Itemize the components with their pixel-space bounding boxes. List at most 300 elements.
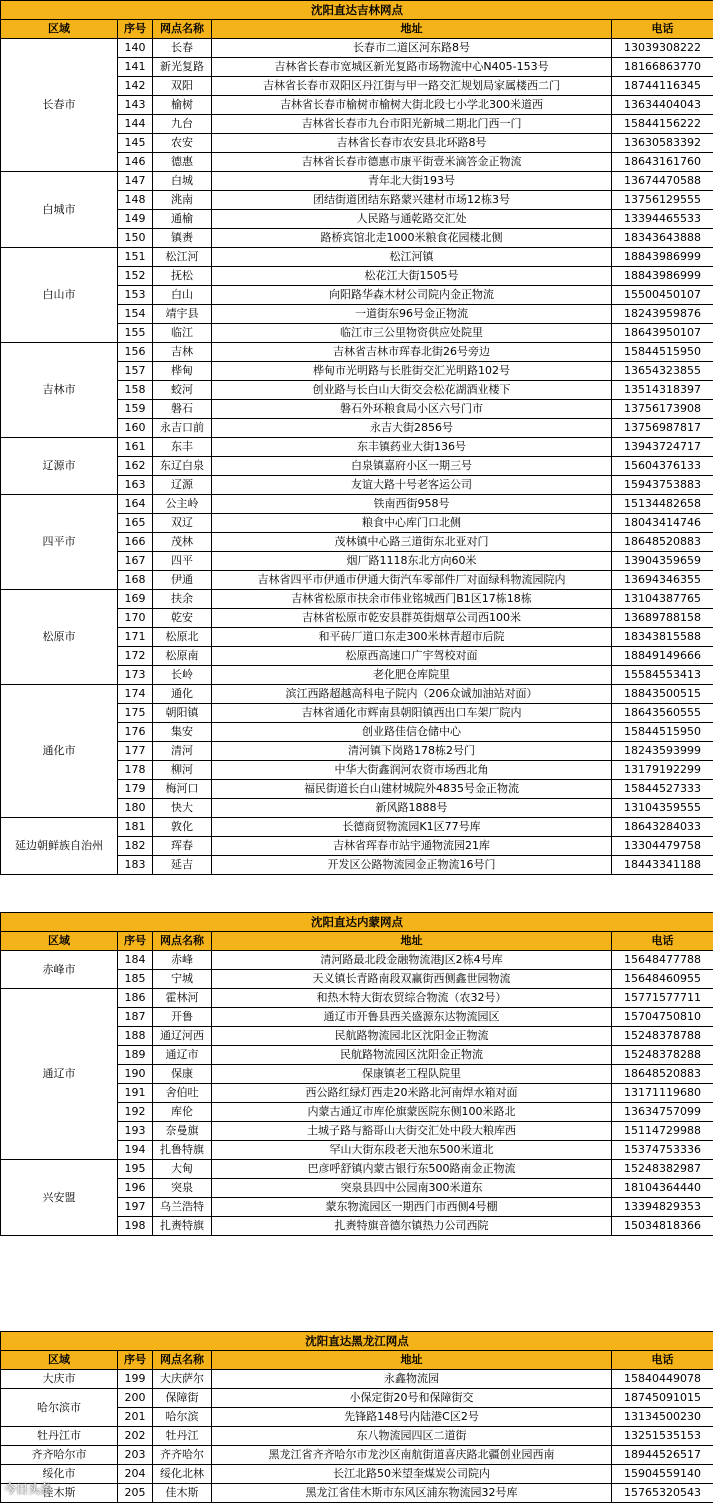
outlet-name-cell: 松江河 (153, 248, 212, 267)
number-cell: 184 (118, 951, 153, 970)
phone-cell: 18843986999 (612, 248, 713, 267)
phone-cell: 18944526517 (612, 1446, 713, 1465)
address-cell: 粮食中心库门口北侧 (212, 514, 612, 533)
header-phone: 电话 (612, 1351, 713, 1370)
outlet-name-cell: 奈曼旗 (153, 1122, 212, 1141)
number-cell: 151 (118, 248, 153, 267)
outlet-name-cell: 吉林 (153, 343, 212, 362)
region-cell: 延边朝鲜族自治州 (1, 818, 118, 875)
table-row (1, 248, 713, 267)
outlet-name-cell: 四平 (153, 552, 212, 571)
address-cell: 长德商贸物流园K1区77号库 (212, 818, 612, 837)
number-cell: 178 (118, 761, 153, 780)
number-cell: 177 (118, 742, 153, 761)
number-cell: 169 (118, 590, 153, 609)
address-cell: 向阳路华森木材公司院内金正物流 (212, 286, 612, 305)
table-row (1, 818, 713, 837)
phone-cell: 18643560555 (612, 704, 713, 723)
region-cell: 绥化市 (1, 1465, 118, 1484)
section-title: 沈阳直达吉林网点 (1, 1, 713, 20)
address-cell: 和平砖厂道口东走300米林青超市后院 (212, 628, 612, 647)
outlet-name-cell: 榆树 (153, 96, 212, 115)
region-cell: 兴安盟 (1, 1160, 118, 1236)
table-row (1, 39, 713, 58)
section-title-row (1, 913, 713, 932)
outlet-name-cell: 双辽 (153, 514, 212, 533)
outlet-name-cell: 开鲁 (153, 1008, 212, 1027)
outlet-name-cell: 辽源 (153, 476, 212, 495)
section-title: 沈阳直达黑龙江网点 (1, 1332, 713, 1351)
header-region: 区域 (1, 932, 118, 951)
region-cell: 松原市 (1, 590, 118, 685)
neimeng-table (0, 912, 713, 1236)
phone-cell: 15840449078 (612, 1370, 713, 1389)
header-region: 区域 (1, 1351, 118, 1370)
address-cell: 团结街道团结东路蒙兴建材市场12栋3号 (212, 191, 612, 210)
phone-cell: 15374753336 (612, 1141, 713, 1160)
header-address: 地址 (212, 1351, 612, 1370)
address-cell: 黑龙江省佳木斯市东风区浦东物流园32号库 (212, 1484, 612, 1503)
address-cell: 松原西高速口广宇驾校对面 (212, 647, 612, 666)
address-cell: 福民街道长白山建材城院外4835号金正物流 (212, 780, 612, 799)
phone-cell: 13654323855 (612, 362, 713, 381)
number-cell: 172 (118, 647, 153, 666)
outlet-name-cell: 珲春 (153, 837, 212, 856)
phone-cell: 13904359659 (612, 552, 713, 571)
outlet-name-cell: 朝阳镇 (153, 704, 212, 723)
outlet-name-cell: 保康 (153, 1065, 212, 1084)
phone-cell: 18443341188 (612, 856, 713, 875)
number-cell: 185 (118, 970, 153, 989)
number-cell: 199 (118, 1370, 153, 1389)
outlet-name-cell: 白山 (153, 286, 212, 305)
address-cell: 吉林省松原市扶余市伟业铭城西门B1区17栋18栋 (212, 590, 612, 609)
outlet-name-cell: 洮南 (153, 191, 212, 210)
number-cell: 187 (118, 1008, 153, 1027)
number-cell: 147 (118, 172, 153, 191)
number-cell: 150 (118, 229, 153, 248)
outlet-name-cell: 齐齐哈尔 (153, 1446, 212, 1465)
address-cell: 吉林省通化市辉南县朝阳镇西出口车架厂院内 (212, 704, 612, 723)
header-outlet-name: 网点名称 (153, 1351, 212, 1370)
phone-cell: 18166863770 (612, 58, 713, 77)
address-cell: 开发区公路物流园金正物流16号门 (212, 856, 612, 875)
region-cell: 白城市 (1, 172, 118, 248)
address-cell: 一道街东96号金正物流 (212, 305, 612, 324)
number-cell: 180 (118, 799, 153, 818)
table-row (1, 1484, 713, 1503)
number-cell: 195 (118, 1160, 153, 1179)
number-cell: 167 (118, 552, 153, 571)
region-cell: 白山市 (1, 248, 118, 343)
phone-cell: 15844515950 (612, 723, 713, 742)
address-cell: 罕山大街东段老天池东500米道北 (212, 1141, 612, 1160)
outlet-name-cell: 农安 (153, 134, 212, 153)
address-cell: 小保定街20号和保障街交 (212, 1389, 612, 1408)
phone-cell: 13104359555 (612, 799, 713, 818)
phone-cell: 18648520883 (612, 1065, 713, 1084)
phone-cell: 15604376133 (612, 457, 713, 476)
number-cell: 162 (118, 457, 153, 476)
table-row (1, 438, 713, 457)
table-row (1, 495, 713, 514)
phone-cell: 13689788158 (612, 609, 713, 628)
address-cell: 临江市三公里物资供应处院里 (212, 324, 612, 343)
address-cell: 巴彦呼舒镇内蒙古银行东500路南金正物流 (212, 1160, 612, 1179)
phone-cell: 15500450107 (612, 286, 713, 305)
outlet-name-cell: 佳木斯 (153, 1484, 212, 1503)
region-cell: 四平市 (1, 495, 118, 590)
phone-cell: 18745091015 (612, 1389, 713, 1408)
number-cell: 158 (118, 381, 153, 400)
number-cell: 204 (118, 1465, 153, 1484)
number-cell: 196 (118, 1179, 153, 1198)
outlet-name-cell: 九台 (153, 115, 212, 134)
outlet-name-cell: 乾安 (153, 609, 212, 628)
number-cell: 143 (118, 96, 153, 115)
phone-cell: 15248378288 (612, 1046, 713, 1065)
phone-cell: 18243959876 (612, 305, 713, 324)
region-cell: 赤峰市 (1, 951, 118, 989)
address-cell: 吉林省长春市九台市阳光新城二期北门西一门 (212, 115, 612, 134)
outlet-name-cell: 新光复路 (153, 58, 212, 77)
number-cell: 165 (118, 514, 153, 533)
address-cell: 吉林省长春市榆树市榆树大街北段七小学北300米道西 (212, 96, 612, 115)
number-cell: 198 (118, 1217, 153, 1236)
number-cell: 170 (118, 609, 153, 628)
phone-cell: 18643950107 (612, 324, 713, 343)
outlet-name-cell: 白城 (153, 172, 212, 191)
header-address: 地址 (212, 932, 612, 951)
header-outlet-name: 网点名称 (153, 932, 212, 951)
phone-cell: 15704750810 (612, 1008, 713, 1027)
number-cell: 146 (118, 153, 153, 172)
outlet-name-cell: 保障街 (153, 1389, 212, 1408)
address-cell: 天义镇长青路南段双赢街西侧鑫世园物流 (212, 970, 612, 989)
number-cell: 200 (118, 1389, 153, 1408)
address-cell: 民航路物流园区沈阳金正物流 (212, 1046, 612, 1065)
address-cell: 东八物流园四区二道街 (212, 1427, 612, 1446)
number-cell: 190 (118, 1065, 153, 1084)
header-region: 区域 (1, 20, 118, 39)
address-cell: 吉林省珲春市站宇通物流园21库 (212, 837, 612, 856)
outlet-name-cell: 通辽河西 (153, 1027, 212, 1046)
address-cell: 创业路佳信仓储中心 (212, 723, 612, 742)
phone-cell: 13756129555 (612, 191, 713, 210)
address-cell: 西公路红绿灯西走20米路北河南焊水箱对面 (212, 1084, 612, 1103)
outlet-name-cell: 临江 (153, 324, 212, 343)
number-cell: 171 (118, 628, 153, 647)
number-cell: 160 (118, 419, 153, 438)
address-cell: 烟厂路1118东北方向60米 (212, 552, 612, 571)
number-cell: 166 (118, 533, 153, 552)
header-number: 序号 (118, 932, 153, 951)
number-cell: 144 (118, 115, 153, 134)
address-cell: 老化肥仓库院里 (212, 666, 612, 685)
number-cell: 181 (118, 818, 153, 837)
table-row (1, 951, 713, 970)
phone-cell: 15648460955 (612, 970, 713, 989)
phone-cell: 15248382987 (612, 1160, 713, 1179)
header-number: 序号 (118, 20, 153, 39)
outlet-name-cell: 通榆 (153, 210, 212, 229)
address-cell: 路桥宾馆北走1000米粮食花园楼北侧 (212, 229, 612, 248)
number-cell: 192 (118, 1103, 153, 1122)
outlet-name-cell: 双阳 (153, 77, 212, 96)
region-cell: 哈尔滨市 (1, 1389, 118, 1427)
table-row (1, 1389, 713, 1408)
address-cell: 人民路与通乾路交汇处 (212, 210, 612, 229)
number-cell: 173 (118, 666, 153, 685)
phone-cell: 13304479758 (612, 837, 713, 856)
outlet-name-cell: 东辽白泉 (153, 457, 212, 476)
number-cell: 179 (118, 780, 153, 799)
phone-cell: 13514318397 (612, 381, 713, 400)
outlet-name-cell: 集安 (153, 723, 212, 742)
outlet-name-cell: 通辽市 (153, 1046, 212, 1065)
address-cell: 扎赉特旗音德尔镇热力公司西院 (212, 1217, 612, 1236)
region-cell: 牡丹江市 (1, 1427, 118, 1446)
number-cell: 142 (118, 77, 153, 96)
table-row (1, 172, 713, 191)
table-row (1, 1446, 713, 1465)
outlet-name-cell: 清河 (153, 742, 212, 761)
outlet-name-cell: 快大 (153, 799, 212, 818)
table-row (1, 343, 713, 362)
number-cell: 201 (118, 1408, 153, 1427)
number-cell: 203 (118, 1446, 153, 1465)
phone-cell: 15943753883 (612, 476, 713, 495)
number-cell: 168 (118, 571, 153, 590)
header-row (1, 1351, 713, 1370)
region-cell: 吉林市 (1, 343, 118, 438)
number-cell: 186 (118, 989, 153, 1008)
outlet-name-cell: 大庆萨尔 (153, 1370, 212, 1389)
address-cell: 永鑫物流园 (212, 1370, 612, 1389)
header-outlet-name: 网点名称 (153, 20, 212, 39)
phone-cell: 13394829353 (612, 1198, 713, 1217)
table-row (1, 590, 713, 609)
phone-cell: 15844515950 (612, 343, 713, 362)
address-cell: 蒙东物流园区一期西门市西侧4号棚 (212, 1198, 612, 1217)
header-number: 序号 (118, 1351, 153, 1370)
table-row (1, 685, 713, 704)
phone-cell: 15771577711 (612, 989, 713, 1008)
number-cell: 205 (118, 1484, 153, 1503)
address-cell: 吉林省长春市双阳区丹江街与甲一路交汇规划局家属楼西二门 (212, 77, 612, 96)
address-cell: 长春市二道区河东路8号 (212, 39, 612, 58)
address-cell: 永吉大街2856号 (212, 419, 612, 438)
outlet-name-cell: 靖宇县 (153, 305, 212, 324)
number-cell: 163 (118, 476, 153, 495)
outlet-name-cell: 蛟河 (153, 381, 212, 400)
number-cell: 183 (118, 856, 153, 875)
outlet-name-cell: 梅河口 (153, 780, 212, 799)
address-cell: 白泉镇嘉府小区一期三号 (212, 457, 612, 476)
number-cell: 159 (118, 400, 153, 419)
address-cell: 先锋路148号内陆港C区2号 (212, 1408, 612, 1427)
phone-cell: 15844156222 (612, 115, 713, 134)
phone-cell: 15114729988 (612, 1122, 713, 1141)
phone-cell: 13634757099 (612, 1103, 713, 1122)
address-cell: 长江北路50米望奎煤炭公司院内 (212, 1465, 612, 1484)
outlet-name-cell: 桦甸 (153, 362, 212, 381)
header-row (1, 20, 713, 39)
address-cell: 松花江大街1505号 (212, 267, 612, 286)
section-title: 沈阳直达内蒙网点 (1, 913, 713, 932)
address-cell: 清河镇下岗路178栋2号门 (212, 742, 612, 761)
header-row (1, 932, 713, 951)
phone-cell: 18648520883 (612, 533, 713, 552)
heilongjiang-table (0, 1331, 713, 1503)
phone-cell: 13756173908 (612, 400, 713, 419)
outlet-name-cell: 赤峰 (153, 951, 212, 970)
address-cell: 吉林省松原市乾安县群英街烟草公司西100米 (212, 609, 612, 628)
outlet-name-cell: 茂林 (153, 533, 212, 552)
address-cell: 保康镇老工程队院里 (212, 1065, 612, 1084)
phone-cell: 18104364440 (612, 1179, 713, 1198)
address-cell: 民航路物流园北区沈阳金正物流 (212, 1027, 612, 1046)
outlet-name-cell: 乌兰浩特 (153, 1198, 212, 1217)
phone-cell: 13179192299 (612, 761, 713, 780)
address-cell: 新风路1888号 (212, 799, 612, 818)
outlet-name-cell: 通化 (153, 685, 212, 704)
number-cell: 182 (118, 837, 153, 856)
region-cell: 佳木斯 (1, 1484, 118, 1503)
section-title-row (1, 1, 713, 20)
phone-cell: 18849149666 (612, 647, 713, 666)
phone-cell: 15034818366 (612, 1217, 713, 1236)
number-cell: 193 (118, 1122, 153, 1141)
outlet-name-cell: 镇赉 (153, 229, 212, 248)
outlet-name-cell: 抚松 (153, 267, 212, 286)
phone-cell: 13634404043 (612, 96, 713, 115)
address-cell: 吉林省长春市宽城区新光复路市场物流中心N405-153号 (212, 58, 612, 77)
address-cell: 吉林省长春市农安县北环路8号 (212, 134, 612, 153)
phone-cell: 13039308222 (612, 39, 713, 58)
region-cell: 大庆市 (1, 1370, 118, 1389)
region-cell: 长春市 (1, 39, 118, 172)
number-cell: 191 (118, 1084, 153, 1103)
number-cell: 175 (118, 704, 153, 723)
address-cell: 创业路与长白山大街交会松花湖酒业楼下 (212, 381, 612, 400)
outlet-name-cell: 宁城 (153, 970, 212, 989)
outlet-name-cell: 扎赉特旗 (153, 1217, 212, 1236)
phone-cell: 15844527333 (612, 780, 713, 799)
phone-cell: 13674470588 (612, 172, 713, 191)
phone-cell: 15584553413 (612, 666, 713, 685)
address-cell: 桦甸市光明路与长胜街交汇光明路102号 (212, 362, 612, 381)
phone-cell: 13756987817 (612, 419, 713, 438)
outlet-name-cell: 敦化 (153, 818, 212, 837)
address-cell: 磐石外环粮食局小区六号门市 (212, 400, 612, 419)
phone-cell: 15248378788 (612, 1027, 713, 1046)
section-title-row (1, 1332, 713, 1351)
region-cell: 齐齐哈尔市 (1, 1446, 118, 1465)
table-row (1, 1427, 713, 1446)
outlet-name-cell: 舍伯吐 (153, 1084, 212, 1103)
phone-cell: 18343643888 (612, 229, 713, 248)
outlet-name-cell: 大甸 (153, 1160, 212, 1179)
outlet-name-cell: 东丰 (153, 438, 212, 457)
number-cell: 141 (118, 58, 153, 77)
header-phone: 电话 (612, 932, 713, 951)
phone-cell: 18843986999 (612, 267, 713, 286)
table-row (1, 1465, 713, 1484)
table-row (1, 989, 713, 1008)
phone-cell: 13171119680 (612, 1084, 713, 1103)
address-cell: 清河路最北段金融物流港J区2栋4号库 (212, 951, 612, 970)
number-cell: 161 (118, 438, 153, 457)
number-cell: 189 (118, 1046, 153, 1065)
phone-cell: 18643284033 (612, 818, 713, 837)
phone-cell: 18843500515 (612, 685, 713, 704)
outlet-name-cell: 磐石 (153, 400, 212, 419)
address-cell: 茂林镇中心路三道街东北亚对门 (212, 533, 612, 552)
number-cell: 157 (118, 362, 153, 381)
phone-cell: 13943724717 (612, 438, 713, 457)
address-cell: 松江河镇 (212, 248, 612, 267)
number-cell: 174 (118, 685, 153, 704)
number-cell: 145 (118, 134, 153, 153)
number-cell: 154 (118, 305, 153, 324)
address-cell: 黑龙江省齐齐哈尔市龙沙区南航街道喜庆路北疆创业园西南 (212, 1446, 612, 1465)
outlet-name-cell: 霍林河 (153, 989, 212, 1008)
phone-cell: 18744116345 (612, 77, 713, 96)
outlet-name-cell: 长春 (153, 39, 212, 58)
phone-cell: 15765320543 (612, 1484, 713, 1503)
number-cell: 148 (118, 191, 153, 210)
phone-cell: 13251535153 (612, 1427, 713, 1446)
outlet-name-cell: 绥化北林 (153, 1465, 212, 1484)
phone-cell: 13104387765 (612, 590, 713, 609)
number-cell: 149 (118, 210, 153, 229)
neimeng-section (0, 912, 713, 1236)
address-cell: 和热木特大街农贸综合物流（农32号） (212, 989, 612, 1008)
number-cell: 202 (118, 1427, 153, 1446)
outlet-name-cell: 哈尔滨 (153, 1408, 212, 1427)
header-phone: 电话 (612, 20, 713, 39)
number-cell: 140 (118, 39, 153, 58)
phone-cell: 15648477788 (612, 951, 713, 970)
phone-cell: 18343815588 (612, 628, 713, 647)
header-address: 地址 (212, 20, 612, 39)
number-cell: 156 (118, 343, 153, 362)
outlet-name-cell: 延吉 (153, 856, 212, 875)
watermark-text: 今日头条 (4, 1482, 53, 1496)
region-cell: 通辽市 (1, 989, 118, 1160)
number-cell: 188 (118, 1027, 153, 1046)
phone-cell: 15134482658 (612, 495, 713, 514)
outlet-name-cell: 柳河 (153, 761, 212, 780)
number-cell: 194 (118, 1141, 153, 1160)
number-cell: 197 (118, 1198, 153, 1217)
phone-cell: 13630583392 (612, 134, 713, 153)
address-cell: 友谊大路十号老客运公司 (212, 476, 612, 495)
outlet-name-cell: 松原南 (153, 647, 212, 666)
number-cell: 176 (118, 723, 153, 742)
outlet-name-cell: 永吉口前 (153, 419, 212, 438)
outlet-name-cell: 公主岭 (153, 495, 212, 514)
outlet-name-cell: 扎鲁特旗 (153, 1141, 212, 1160)
phone-cell: 18043414746 (612, 514, 713, 533)
outlet-name-cell: 牡丹江 (153, 1427, 212, 1446)
phone-cell: 18643161760 (612, 153, 713, 172)
address-cell: 通辽市开鲁县西关盛源东达物流园区 (212, 1008, 612, 1027)
address-cell: 土城子路与豁哥山大街交汇处中段大粮库西 (212, 1122, 612, 1141)
number-cell: 153 (118, 286, 153, 305)
address-cell: 吉林省四平市伊通市伊通大街汽车零部件厂对面绿科物流园院内 (212, 571, 612, 590)
